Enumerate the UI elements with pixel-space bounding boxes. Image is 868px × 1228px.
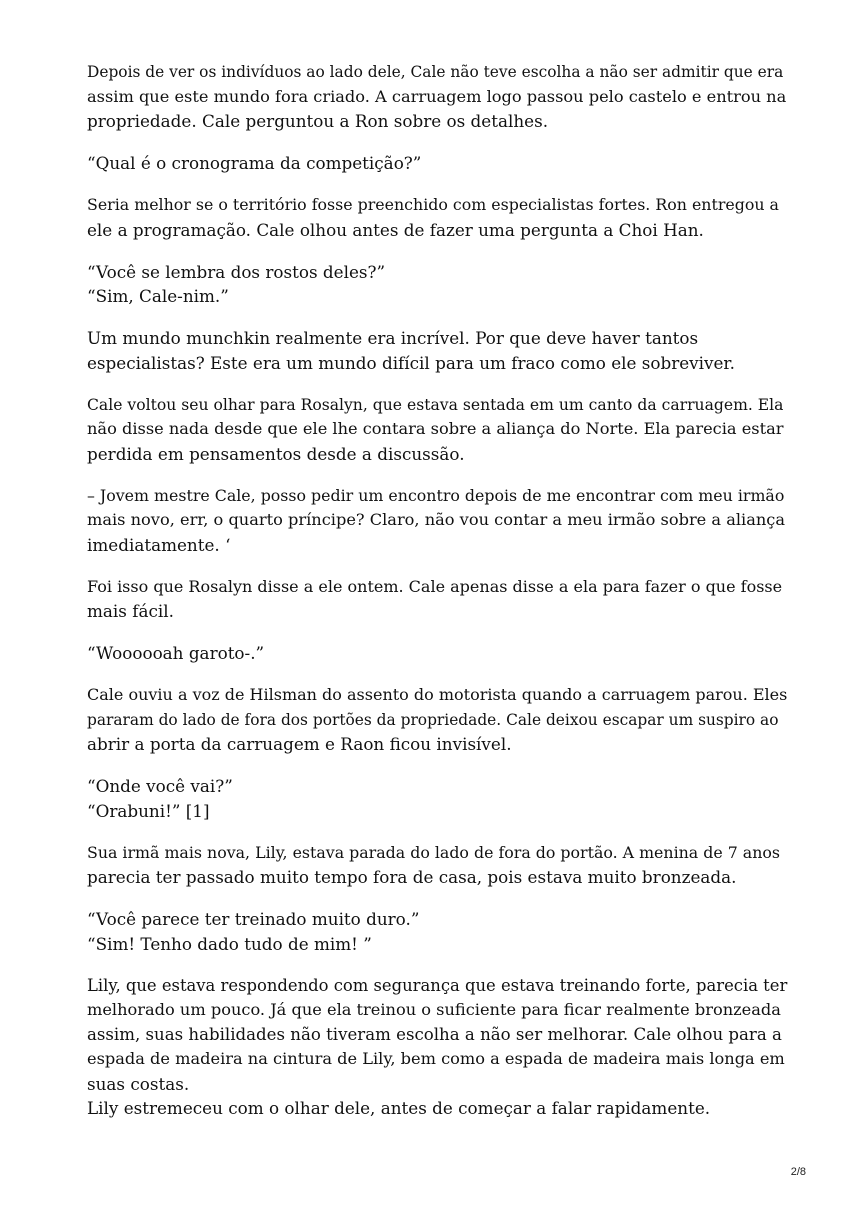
text-line: propriedade. Cale perguntou a Ron sobre os detalhes. — [87, 111, 549, 131]
paragraph — [87, 841, 787, 890]
text-line: “Sim, Cale-nim.” — [87, 286, 229, 306]
text-line: mais novo, err, o quarto príncipe? Claro, não vou contar a meu irmão sobre a aliança — [87, 510, 785, 529]
paragraph — [87, 575, 787, 624]
paragraph — [87, 193, 787, 242]
text-line: “Sim! Tenho dado tudo de mim! ” — [87, 933, 372, 954]
text-line: melhorado um pouco. Já que ela treinou o suficiente para ficar realmente bronzeada — [87, 1000, 781, 1019]
paragraph — [87, 151, 787, 176]
text-line: especialistas? Este era um mundo difícil para um fraco como ele sobreviver. — [87, 352, 735, 373]
paragraph — [87, 484, 787, 558]
text-line: suas costas. — [87, 1073, 190, 1094]
paragraph — [87, 641, 787, 666]
text-line: não disse nada desde que ele lhe contara sobre a aliança do Norte. Ela parecia estar — [87, 419, 784, 438]
text-line: Foi isso que Rosalyn disse a ele ontem. Cale apenas disse a ela para fazer o que fosse — [87, 576, 783, 596]
text-line: imediatamente. ‘ — [87, 534, 231, 555]
text-line: Sua irmã mais nova, Lily, estava parada do lado de fora do portão. A menina de 7 anos — [87, 842, 781, 862]
text-line: mais fácil. — [87, 601, 174, 621]
paragraph — [87, 326, 787, 375]
text-line: Seria melhor se o território fosse preenchido com especialistas fortes. Ron entregou a — [87, 195, 779, 214]
text-line: assim, suas habilidades não tiveram escolha a não ser melhorar. Cale olhou para a — [87, 1024, 782, 1044]
text-line: “Onde você vai?” — [87, 776, 233, 796]
text-line: perdida em pensamentos desde a discussão. — [87, 443, 465, 464]
paragraph — [87, 683, 787, 757]
text-line: Lily estremeceu com o olhar dele, antes de começar a falar rapidamente. — [87, 1098, 711, 1118]
paragraph — [87, 60, 787, 134]
document-body — [87, 60, 787, 1138]
paragraph — [87, 260, 787, 309]
text-line: Depois de ver os indivíduos ao lado dele, Cale não teve escolha a não ser admitir que era — [87, 63, 784, 81]
text-line: “Orabuni!” [1] — [87, 800, 210, 821]
text-line: abrir a porta da carruagem e Raon ficou invisível. — [87, 734, 512, 754]
page-number: 2/8 — [790, 1166, 806, 1178]
text-line: – Jovem mestre Cale, posso pedir um encontro depois de me encontrar com meu irmão — [87, 485, 785, 505]
paragraph — [87, 774, 787, 823]
text-line: pararam do lado de fora dos portões da propriedade. Cale deixou escapar um suspiro ao — [87, 710, 779, 729]
paragraph — [87, 393, 787, 467]
paragraph — [87, 907, 787, 956]
text-line: ele a programação. Cale olhou antes de fazer uma pergunta a Choi Han. — [87, 219, 704, 240]
paragraph — [87, 974, 787, 1121]
text-line: Lily, que estava respondendo com segurança que estava treinando forte, parecia ter — [87, 975, 788, 995]
text-line: Cale ouviu a voz de Hilsman do assento do motorista quando a carruagem parou. Eles — [87, 685, 788, 704]
text-line: “Você se lembra dos rostos deles?” — [87, 261, 386, 282]
text-line: assim que este mundo fora criado. A carruagem logo passou pelo castelo e entrou na — [87, 86, 787, 106]
text-line: “Você parece ter treinado muito duro.” — [87, 909, 420, 929]
text-line: parecia ter passado muito tempo fora de casa, pois estava muito bronzeada. — [87, 867, 737, 887]
text-line: “Qual é o cronograma da competição?” — [87, 153, 422, 173]
text-line: Cale voltou seu olhar para Rosalyn, que estava sentada em um canto da carruagem. Ela — [87, 395, 784, 414]
text-line: Um mundo munchkin realmente era incrível. Por que deve haver tantos — [87, 328, 699, 348]
text-line: espada de madeira na cintura de Lily, bem como a espada de madeira mais longa em — [87, 1049, 785, 1068]
text-line: “Woooooah garoto-.” — [87, 643, 265, 663]
